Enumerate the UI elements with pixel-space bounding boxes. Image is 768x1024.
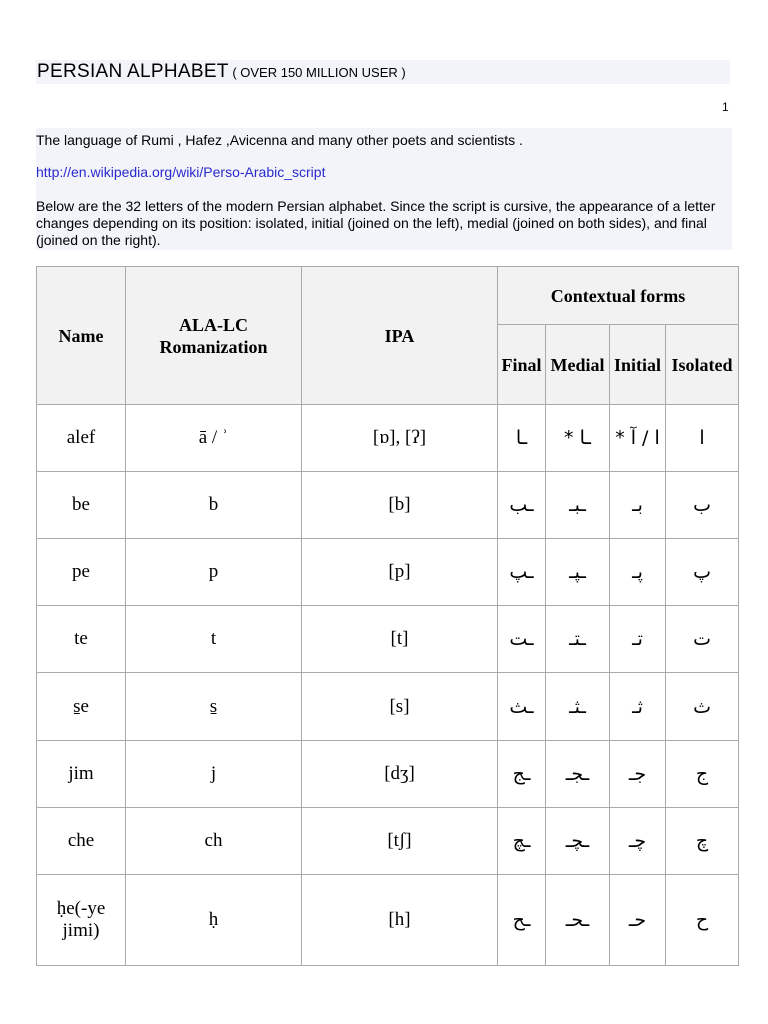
final-form: ـپ [498, 539, 546, 606]
initial-form: ثـ [610, 673, 666, 741]
initial-form: حـ [610, 875, 666, 966]
table-row [37, 808, 739, 875]
page-number: 1 [722, 100, 729, 114]
ipa: [ɒ], [ʔ] [302, 405, 498, 472]
final-form: ـچ [498, 808, 546, 875]
ipa: [dʒ] [302, 741, 498, 808]
romanization: p [126, 539, 302, 606]
initial-form: چـ [610, 808, 666, 875]
page-subtitle: ( OVER 150 MILLION USER ) [228, 65, 406, 80]
final-form: ـج [498, 741, 546, 808]
table-row [37, 405, 739, 472]
letter-name: ḥe(-ye jimi) [37, 875, 126, 966]
medial-form: ـحـ [546, 875, 610, 966]
final-form: ـب [498, 472, 546, 539]
medial-form: ـجـ [546, 741, 610, 808]
isolated-form: چ [666, 808, 739, 875]
title-bar [36, 60, 730, 84]
romanization: ḥ [126, 875, 302, 966]
table-row [37, 875, 739, 966]
letter-name: pe [37, 539, 126, 606]
initial-form: پـ [610, 539, 666, 606]
ipa: [t] [302, 606, 498, 673]
table-row [37, 741, 739, 808]
isolated-form: ح [666, 875, 739, 966]
final-form: ـا [498, 405, 546, 472]
romanization: t [126, 606, 302, 673]
letter-name: jim [37, 741, 126, 808]
header-initial: Initial [610, 325, 666, 405]
header-romanization: ALA-LC Romanization [126, 267, 302, 405]
header-contextual-forms: Contextual forms [498, 267, 739, 325]
initial-form: جـ [610, 741, 666, 808]
table-row [37, 472, 739, 539]
letter-name: s̱e [37, 673, 126, 741]
romanization: j [126, 741, 302, 808]
romanization: ā / ʾ [126, 405, 302, 472]
description-text: Below are the 32 letters of the modern Persian alphabet. Since the script is cursive, the appearance of a letter changes depending on its position: isolated, initial (joined on the left), medial (joined on both sides), and final (joined on the right). [36, 198, 716, 248]
header-medial: Medial [546, 325, 610, 405]
isolated-form: ت [666, 606, 739, 673]
header-isolated: Isolated [666, 325, 739, 405]
ipa: [p] [302, 539, 498, 606]
medial-form: ـچـ [546, 808, 610, 875]
table-row [37, 539, 739, 606]
romanization: b [126, 472, 302, 539]
table-row [37, 673, 739, 741]
intro-text: The language of Rumi , Hafez ,Avicenna and many other poets and scientists . [36, 132, 523, 148]
letter-name: be [37, 472, 126, 539]
table-row [37, 606, 739, 673]
romanization: s̱ [126, 673, 302, 741]
isolated-form: ج [666, 741, 739, 808]
letter-name: che [37, 808, 126, 875]
medial-form: ـثـ [546, 673, 610, 741]
isolated-form: ث [666, 673, 739, 741]
wikipedia-link[interactable]: http://en.wikipedia.org/wiki/Perso-Arabic_script [36, 164, 326, 180]
medial-form: ـا * [546, 405, 610, 472]
initial-form: بـ [610, 472, 666, 539]
isolated-form: پ [666, 539, 739, 606]
header-name: Name [37, 267, 126, 405]
page-title: PERSIAN ALPHABET [37, 61, 229, 82]
final-form: ـث [498, 673, 546, 741]
letter-name: alef [37, 405, 126, 472]
header-final: Final [498, 325, 546, 405]
medial-form: ـبـ [546, 472, 610, 539]
intro-block [36, 128, 732, 250]
ipa: [h] [302, 875, 498, 966]
isolated-form: ب [666, 472, 739, 539]
final-form: ـح [498, 875, 546, 966]
medial-form: ـپـ [546, 539, 610, 606]
alphabet-table [36, 266, 739, 966]
initial-form: ا / آ * [610, 405, 666, 472]
header-ipa: IPA [302, 267, 498, 405]
initial-form: تـ [610, 606, 666, 673]
romanization: ch [126, 808, 302, 875]
medial-form: ـتـ [546, 606, 610, 673]
isolated-form: ا [666, 405, 739, 472]
letter-name: te [37, 606, 126, 673]
ipa: [s] [302, 673, 498, 741]
ipa: [b] [302, 472, 498, 539]
final-form: ـت [498, 606, 546, 673]
ipa: [tʃ] [302, 808, 498, 875]
